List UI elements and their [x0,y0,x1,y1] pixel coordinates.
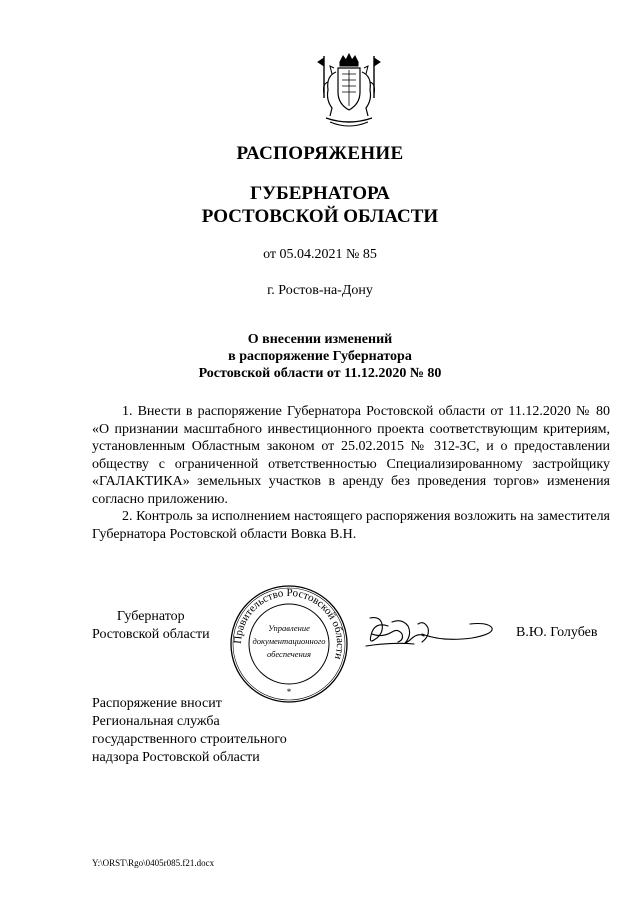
stamp-star: * [286,687,292,697]
stamp-inner-line-1: Управление [268,623,310,633]
footer-file-path: Y:\ORST\Rgo\0405r085.f21.docx [92,858,215,868]
document-type-title: РАСПОРЯЖЕНИЕ [236,143,404,164]
signatory-position-line-1: Губернатор [116,609,185,624]
signatory-name: В.Ю. Голубев [516,625,598,640]
document-body [92,403,610,543]
stamp-inner-line-2: документационного [252,636,326,646]
subject-line-3: Ростовской области от 11.12.2020 № 80 [198,366,442,381]
submitter-line-1: Распоряжение вносит [92,696,222,711]
submitter-line-4: надзора Ростовской области [92,750,260,765]
body-paragraph-2: 2. Контроль за исполнением настоящего распоряжения возложить на заместителя Губернатора Ростовской области Вовка В.Н. [92,509,610,542]
date-number: от 05.04.2021 № 85 [263,247,377,262]
handwritten-signature-icon [362,612,502,652]
submitter-line-2: Региональная служба [92,714,220,729]
issuer-title [0,182,640,228]
signatory-position [92,608,210,644]
city: г. Ростов-на-Дону [267,283,373,298]
stamp-outer-text: Правительство Ростовской области [231,586,347,661]
submitter-line-3: государственного строительного [92,732,287,747]
body-paragraph-1: 1. Внести в распоряжение Губернатора Ростовской области от 11.12.2020 № 80 «О признании масштабного инвестиционного проекта соответствующим критериям, установленным Областным законом от 25.02.2015 № 312-ЗС, и о предоставлении обществу с ограниченной ответственностью Специализированному застройщику «ГАЛАКТИКА» земельных участков в аренду без проведения торгов» изменения согласно приложению. [92,404,610,507]
subject-line-2: в распоряжение Губернатора [228,349,412,364]
coat-of-arms-icon [316,52,382,132]
signatory-position-line-2: Ростовской области [92,627,210,642]
subject-line-1: О внесении изменений [247,332,393,347]
issuer-line-2: РОСТОВСКОЙ ОБЛАСТИ [201,206,439,227]
submitter-block [92,695,287,767]
seal-stamp-icon [228,583,350,705]
stamp-inner-line-3: обеспечения [266,649,312,659]
document-subject [0,331,640,382]
issuer-line-1: ГУБЕРНАТОРА [250,183,390,204]
